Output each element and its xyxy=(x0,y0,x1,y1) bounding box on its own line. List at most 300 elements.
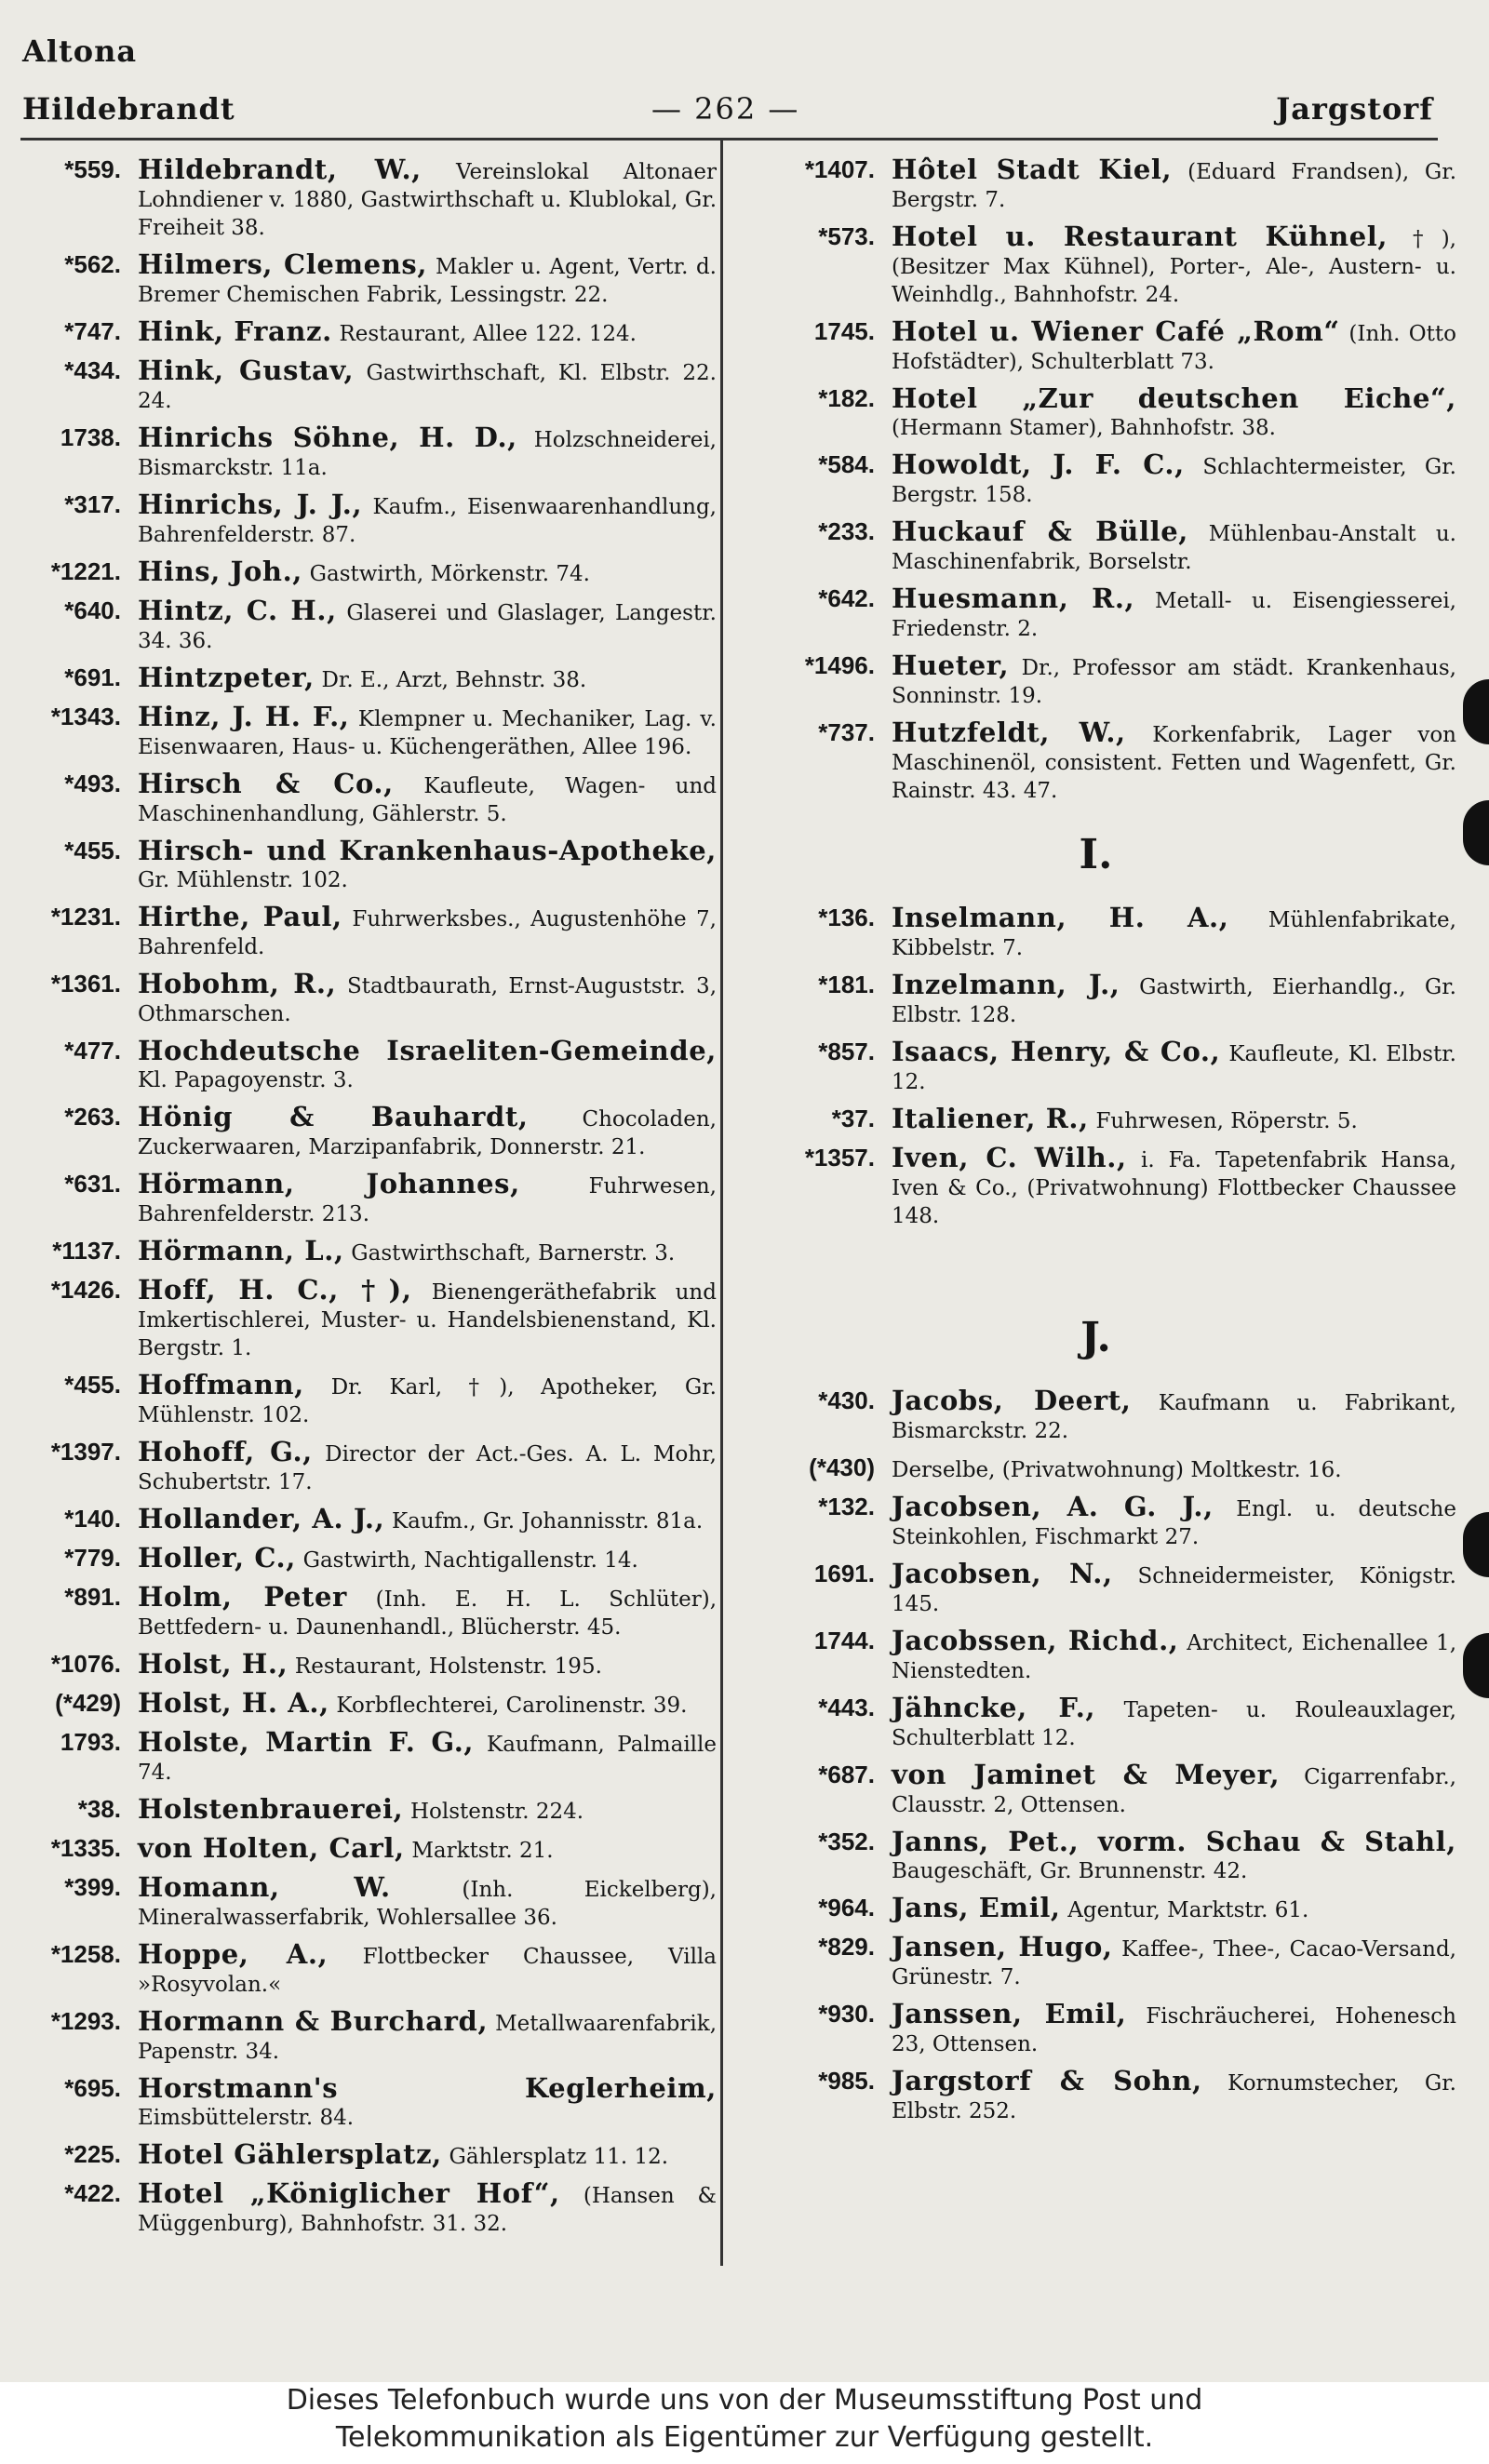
entry-text xyxy=(138,1648,717,1681)
phone-number: *573. xyxy=(818,222,875,250)
directory-entry xyxy=(735,1694,1456,1752)
phone-number: *399. xyxy=(64,1873,121,1901)
phone-number: *857. xyxy=(818,1038,875,1065)
entry-name: Holler, C., xyxy=(138,1542,296,1573)
phone-number: *1397. xyxy=(50,1438,121,1466)
entry-text xyxy=(138,1369,717,1429)
directory-entry xyxy=(735,1105,1456,1135)
entry-text xyxy=(138,357,717,415)
directory-entry xyxy=(19,770,717,828)
entry-text xyxy=(892,649,1456,710)
entry-details: Metallwaarenfabrik, Papenstr. 34. xyxy=(138,2012,717,2064)
binding-hole-mark xyxy=(1463,679,1489,744)
column-divider xyxy=(720,140,723,2266)
entry-name: Hobohm, R., xyxy=(138,968,337,999)
entry-details: Mühlenfabrikate, Kibbelstr. 7. xyxy=(892,908,1456,960)
entry-name: Hirthe, Paul, xyxy=(138,901,342,932)
entry-text xyxy=(892,156,1456,214)
entry-details: Baugeschäft, Gr. Brunnenstr. 42. xyxy=(892,1859,1248,1883)
entry-text xyxy=(138,1687,717,1720)
entry-name: Horstmann's Keglerheim, xyxy=(138,2072,717,2104)
entry-name: Hochdeutsche Israeliten-Gemeinde, xyxy=(138,1035,717,1066)
entry-text xyxy=(138,1726,717,1787)
entry-details: Korbflechterei, Carolinenstr. 39. xyxy=(336,1694,688,1718)
entry-details: Flottbecker Chaussee, Villa »Rosyvolan.« xyxy=(138,1945,717,1997)
entry-name: Huesmann, R., xyxy=(892,583,1135,614)
entry-text xyxy=(892,1761,1456,1819)
directory-entry xyxy=(19,2072,717,2132)
directory-entry xyxy=(735,1627,1456,1685)
entry-name: Hinrichs, J. J., xyxy=(138,489,363,520)
directory-entry xyxy=(19,1871,717,1932)
entry-text xyxy=(138,1832,717,1865)
running-head-left: Hildebrandt xyxy=(22,91,235,127)
phone-number: *631. xyxy=(64,1170,121,1198)
phone-number: 1691. xyxy=(813,1560,875,1587)
phone-number: *737. xyxy=(818,718,875,746)
entry-details: Vereinslokal Altonaer Lohndiener v. 1880, Gastwirthschaft u. Klublokal, Gr. Freiheit 38. xyxy=(138,160,717,240)
directory-entry xyxy=(19,1035,717,1094)
phone-number: 1738. xyxy=(60,423,121,451)
directory-entry xyxy=(735,649,1456,710)
phone-number: *37. xyxy=(831,1105,875,1132)
entry-details: i. Fa. Tapetenfabrik Hansa, Iven & Co., (Privatwohnung) Flottbecker Chaussee 148. xyxy=(892,1148,1456,1228)
entry-text xyxy=(138,770,717,828)
entry-name: Janssen, Emil, xyxy=(892,1998,1127,2029)
phone-number: *181. xyxy=(818,971,875,998)
directory-entry xyxy=(735,2065,1456,2125)
phone-number: *691. xyxy=(64,663,121,691)
directory-entry xyxy=(735,904,1456,962)
entry-name: Hinrichs Söhne, H. D., xyxy=(138,422,517,453)
entry-text xyxy=(892,971,1456,1029)
phone-number: *317. xyxy=(64,490,121,518)
entry-details: Agentur, Marktstr. 61. xyxy=(1067,1898,1309,1922)
entry-text xyxy=(138,1035,717,1094)
entry-name: Hörmann, Johannes, xyxy=(138,1168,520,1199)
entry-text xyxy=(892,1828,1456,1885)
entry-details: Fuhrwerksbes., Augustenhöhe 7, Bahrenfeld. xyxy=(138,907,717,959)
directory-entry xyxy=(19,1101,717,1161)
directory-entry xyxy=(735,1454,1456,1484)
entry-text xyxy=(138,491,717,549)
directory-entry xyxy=(19,1726,717,1787)
entry-name: Hoppe, A., xyxy=(138,1938,329,1970)
entry-details: Gählersplatz 11. 12. xyxy=(449,2145,669,2169)
phone-number: *38. xyxy=(77,1795,121,1823)
phone-number: *695. xyxy=(64,2074,121,2102)
entry-details: Schneidermeister, Königstr. 145. xyxy=(892,1564,1456,1616)
entry-details: Kaffee-, Thee-, Cacao-Versand, Grünestr. 7. xyxy=(892,1937,1456,1989)
entry-text xyxy=(892,2065,1456,2125)
entry-details: Gr. Mühlenstr. 102. xyxy=(138,868,348,892)
phone-number: *640. xyxy=(64,596,121,624)
entry-details: Fischräucherei, Hohenesch 23, Ottensen. xyxy=(892,2004,1456,2056)
entry-name: von Holten, Carl, xyxy=(138,1832,405,1864)
header-rule xyxy=(20,138,1438,141)
right-column xyxy=(735,156,1456,2135)
entry-details: Mühlenbau-Anstalt u. Maschinenfabrik, Borselstr. xyxy=(892,522,1456,574)
entry-details: Korkenfabrik, Lager von Maschinenöl, consistent. Fetten und Wagenfett, Gr. Rainstr. 43. 47. xyxy=(892,723,1456,803)
entry-text xyxy=(892,1493,1456,1551)
phone-number: *263. xyxy=(64,1103,121,1131)
directory-entry xyxy=(19,1235,717,1267)
phone-number: *132. xyxy=(818,1493,875,1520)
entry-text xyxy=(892,585,1456,643)
phone-number: (*430) xyxy=(809,1453,875,1481)
phone-number: *1221. xyxy=(50,557,121,585)
entry-name: Hotel Gählersplatz, xyxy=(138,2138,442,2170)
entry-name: Hohoff, G., xyxy=(138,1436,313,1467)
directory-entry xyxy=(19,1687,717,1720)
entry-text xyxy=(138,1274,717,1362)
entry-text xyxy=(892,518,1456,576)
entry-text xyxy=(892,1105,1456,1135)
directory-entry xyxy=(19,968,718,1028)
binding-hole-mark xyxy=(1463,1633,1489,1698)
entry-name: Hink, Gustav, xyxy=(138,355,355,386)
phone-number: *1426. xyxy=(50,1276,121,1304)
directory-entry xyxy=(19,664,717,694)
entry-text xyxy=(892,1560,1456,1618)
phone-number: *747. xyxy=(64,317,121,345)
directory-entry xyxy=(735,716,1456,805)
entry-text xyxy=(138,156,717,242)
phone-number: *434. xyxy=(64,356,121,384)
directory-entry xyxy=(19,558,717,588)
directory-entry xyxy=(19,2177,717,2238)
footer-line-2: Telekommunikation als Eigentümer zur Verfügung gestellt. xyxy=(335,2421,1154,2454)
directory-entry xyxy=(19,1274,717,1362)
entry-text xyxy=(138,1938,717,1999)
entry-details: Engl. u. deutsche Steinkohlen, Fischmarkt 27. xyxy=(892,1497,1456,1549)
entry-text xyxy=(138,664,717,694)
entry-details: Kaufm., Gr. Johannisstr. 81a. xyxy=(391,1509,704,1533)
entry-name: Holm, Peter xyxy=(138,1581,347,1613)
phone-number: *562. xyxy=(64,250,121,278)
phone-number: *687. xyxy=(818,1761,875,1788)
entry-text xyxy=(138,2005,717,2066)
entry-name: Isaacs, Henry, & Co., xyxy=(892,1036,1221,1067)
entry-name: Jacobsen, N., xyxy=(892,1558,1113,1589)
directory-entry xyxy=(735,1493,1456,1551)
directory-entry xyxy=(735,518,1456,576)
entry-text xyxy=(892,1454,1456,1484)
directory-entry xyxy=(19,1832,717,1865)
entry-details: Schlachtermeister, Gr. Bergstr. 158. xyxy=(892,455,1456,507)
running-head-right: Jargstorf xyxy=(1276,91,1433,127)
phone-number: *1137. xyxy=(52,1237,121,1265)
phone-number: *140. xyxy=(64,1505,121,1533)
phone-number: 1745. xyxy=(813,317,875,345)
entry-name: Holstenbrauerei, xyxy=(138,1793,404,1825)
phone-number: *584. xyxy=(818,450,875,478)
directory-entry xyxy=(735,1828,1456,1885)
directory-entry xyxy=(735,451,1456,509)
entry-text xyxy=(138,2177,717,2238)
entry-details: (Hermann Stamer), Bahnhofstr. 38. xyxy=(892,416,1276,440)
entry-text xyxy=(892,1038,1456,1096)
directory-entry xyxy=(19,901,717,961)
entry-text xyxy=(138,248,717,309)
entry-details: Gastwirth, Eierhandlg., Gr. Elbstr. 128. xyxy=(892,975,1456,1027)
binding-hole-mark xyxy=(1463,800,1489,865)
entry-name: Inselmann, H. A., xyxy=(892,902,1229,933)
entry-details: Eimsbüttelerstr. 84. xyxy=(138,2106,355,2130)
phone-number: *1076. xyxy=(50,1650,121,1678)
directory-entry xyxy=(19,1369,717,1429)
phone-number: *430. xyxy=(818,1386,875,1414)
binding-hole-mark xyxy=(1463,1512,1489,1577)
phone-number: *493. xyxy=(64,770,121,797)
entry-details: Cigarrenfabr., Clausstr. 2, Ottensen. xyxy=(892,1765,1456,1817)
directory-entry xyxy=(735,156,1456,214)
phone-number: (*429) xyxy=(55,1689,121,1717)
entry-text xyxy=(892,1142,1456,1230)
entry-text xyxy=(138,1871,717,1932)
entry-details: Architect, Eichenallee 1, Nienstedten. xyxy=(892,1631,1456,1683)
directory-entry xyxy=(19,248,717,309)
entry-text xyxy=(892,904,1456,962)
directory-entry xyxy=(735,1387,1456,1445)
entry-name: Howoldt, J. F. C., xyxy=(892,449,1185,480)
entry-name: Jacobs, Deert, xyxy=(892,1385,1132,1416)
directory-entry xyxy=(19,1581,717,1641)
entry-details: Kl. Papagoyenstr. 3. xyxy=(138,1068,354,1092)
entry-text xyxy=(138,1235,717,1267)
phone-number: *891. xyxy=(64,1583,121,1611)
section-letter: I. xyxy=(1079,831,1113,878)
entry-details: Dr. E., Arzt, Behnstr. 38. xyxy=(321,668,587,692)
entry-name: Hörmann, L., xyxy=(138,1235,344,1266)
phone-number: *422. xyxy=(64,2179,121,2207)
directory-entry xyxy=(19,1648,717,1681)
phone-number: *1357. xyxy=(804,1144,875,1172)
entry-details: Metall- u. Eisengiesserei, Friedenstr. 2. xyxy=(892,589,1456,641)
directory-entry xyxy=(735,1931,1456,1991)
entry-name: Hilmers, Clemens, xyxy=(138,248,428,280)
phone-number: *1407. xyxy=(804,155,875,183)
phone-number: *1293. xyxy=(50,2007,121,2035)
entry-name: Hink, Franz. xyxy=(138,315,332,347)
entry-text xyxy=(138,1793,717,1826)
directory-entry xyxy=(19,2138,717,2171)
directory-entry xyxy=(735,585,1456,643)
entry-name: Homann, W. xyxy=(138,1871,391,1903)
phone-number: *964. xyxy=(818,1894,875,1922)
directory-entry xyxy=(19,597,717,655)
directory-entry xyxy=(19,315,717,348)
directory-entry xyxy=(19,491,717,549)
directory-entry xyxy=(19,1938,717,1999)
phone-number: *779. xyxy=(64,1544,121,1572)
page-number: — 262 — xyxy=(651,91,800,127)
entry-details: (Hansen & Müggenburg), Bahnhofstr. 31. 32. xyxy=(138,2184,717,2236)
entry-name: Jacobsen, A. G. J., xyxy=(892,1491,1214,1522)
entry-details: Marktstr. 21. xyxy=(411,1839,554,1863)
entry-text xyxy=(138,558,717,588)
place-heading: Altona xyxy=(22,33,138,69)
entry-name: Huckauf & Bülle, xyxy=(892,516,1188,547)
entry-name: Hirsch & Co., xyxy=(138,768,394,799)
directory-entry xyxy=(19,1436,717,1496)
entry-name: von Jaminet & Meyer, xyxy=(892,1759,1281,1790)
directory-entry xyxy=(735,1142,1456,1230)
entry-details: Restaurant, Allee 122. 124. xyxy=(339,322,637,346)
entry-name: Holst, H., xyxy=(138,1648,288,1680)
entry-name: Jans, Emil, xyxy=(892,1892,1061,1923)
phone-number: *559. xyxy=(64,155,121,183)
entry-details: Kaufm., Eisenwaarenhandlung, Bahrenfelderstr. 87. xyxy=(138,495,717,547)
entry-details: Tapeten- u. Rouleauxlager, Schulterblatt 12. xyxy=(892,1698,1456,1750)
phone-number: *1343. xyxy=(50,703,121,730)
directory-entry xyxy=(19,703,717,761)
entry-name: Hintz, C. H., xyxy=(138,595,337,626)
entry-text xyxy=(138,1542,717,1574)
entry-details: Gastwirth, Mörkenstr. 74. xyxy=(309,562,590,586)
phone-number: *225. xyxy=(64,2140,121,2168)
entry-name: Hôtel Stadt Kiel, xyxy=(892,154,1173,185)
entry-details: Director der Act.-Ges. A. L. Mohr, Schubertstr. 17. xyxy=(138,1442,717,1494)
phone-number: *455. xyxy=(64,837,121,864)
phone-number: *930. xyxy=(818,2000,875,2028)
entry-text xyxy=(892,1998,1456,2058)
entry-text xyxy=(138,1581,717,1641)
footer-notice xyxy=(0,2382,1489,2464)
directory-entry xyxy=(735,315,1456,376)
entry-text xyxy=(138,1503,717,1535)
entry-text xyxy=(138,2072,717,2132)
entry-name: Hirsch- und Krankenhaus-Apotheke, xyxy=(138,835,717,866)
entry-details: (Eduard Frandsen), Gr. Bergstr. 7. xyxy=(892,160,1457,212)
directory-entry xyxy=(735,1761,1456,1819)
entry-text xyxy=(892,1694,1456,1752)
entry-name: Hoffmann, xyxy=(138,1369,304,1400)
footer-line-1: Dieses Telefonbuch wurde uns von der Museumsstiftung Post und xyxy=(286,2384,1203,2417)
entry-details: †), (Besitzer Max Kühnel), Porter-, Ale-, Austern- u. Weinhdlg., Bahnhofstr. 24. xyxy=(892,227,1456,307)
section-letter: J. xyxy=(1080,1314,1111,1361)
phone-number: *352. xyxy=(818,1828,875,1855)
entry-details: Kornumstecher, Gr. Elbstr. 252. xyxy=(892,2071,1456,2123)
phone-number: *1496. xyxy=(804,651,875,679)
entry-text xyxy=(892,1387,1456,1445)
entry-details: Kaufmann, Palmaille 74. xyxy=(138,1733,717,1785)
entry-text xyxy=(892,382,1456,442)
entry-name: Hildebrandt, W., xyxy=(138,154,422,185)
directory-entry xyxy=(735,971,1456,1029)
entry-details: Derselbe, (Privatwohnung) Moltkestr. 16. xyxy=(892,1458,1342,1482)
entry-text xyxy=(892,1931,1456,1991)
entry-details: Dr., Professor am städt. Krankenhaus, Sonninstr. 19. xyxy=(892,656,1456,708)
entry-text xyxy=(892,223,1456,309)
phone-number: *477. xyxy=(64,1037,121,1065)
phone-number: *182. xyxy=(818,384,875,412)
entry-text xyxy=(138,1168,717,1228)
entry-name: Inzelmann, J., xyxy=(892,969,1120,1000)
entry-text xyxy=(892,1627,1456,1685)
entry-text xyxy=(138,1101,717,1161)
entry-text xyxy=(138,424,717,482)
entry-name: Hueter, xyxy=(892,649,1010,681)
directory-entry xyxy=(19,1542,717,1574)
entry-details: Fuhrwesen, Bahrenfelderstr. 213. xyxy=(138,1174,717,1226)
phone-number: *455. xyxy=(64,1371,121,1399)
directory-entry xyxy=(19,1793,717,1826)
phone-number: *1258. xyxy=(50,1940,121,1968)
entry-name: Hintzpeter, xyxy=(138,662,315,693)
entry-name: Hormann & Burchard, xyxy=(138,2005,489,2037)
entry-text xyxy=(138,703,717,761)
entry-name: Holste, Martin F. G., xyxy=(138,1726,475,1758)
directory-entry xyxy=(735,223,1456,309)
entry-text xyxy=(138,968,718,1028)
entry-details: Gastwirthschaft, Barnerstr. 3. xyxy=(351,1241,676,1265)
phone-number: *1361. xyxy=(50,970,121,998)
phone-number: *233. xyxy=(818,517,875,545)
entry-details: Restaurant, Holstenstr. 195. xyxy=(294,1654,602,1679)
left-column xyxy=(19,156,717,2247)
phone-number: *136. xyxy=(818,904,875,931)
entry-details: Kaufleute, Kl. Elbstr. 12. xyxy=(892,1042,1456,1094)
entry-details: Gastwirthschaft, Kl. Elbstr. 22. 24. xyxy=(138,361,717,413)
entry-details: Glaserei und Glaslager, Langestr. 34. 36. xyxy=(138,601,717,653)
entry-name: Holst, H. A., xyxy=(138,1687,329,1719)
directory-entry xyxy=(19,424,717,482)
entry-name: Jargstorf & Sohn, xyxy=(892,2065,1202,2096)
entry-name: Hönig & Bauhardt, xyxy=(138,1101,529,1132)
entry-details: Gastwirth, Nachtigallenstr. 14. xyxy=(302,1548,638,1573)
entry-details: Holstenstr. 224. xyxy=(409,1800,584,1824)
entry-details: Makler u. Agent, Vertr. d. Bremer Chemischen Fabrik, Lessingstr. 22. xyxy=(138,255,717,307)
phone-number: *443. xyxy=(818,1694,875,1721)
entry-text xyxy=(138,2138,717,2171)
phone-number: *829. xyxy=(818,1933,875,1961)
entry-name: Hotel „Zur deutschen Eiche“, xyxy=(892,382,1456,414)
entry-name: Hutzfeldt, W., xyxy=(892,716,1126,748)
directory-entry xyxy=(735,1560,1456,1618)
entry-text xyxy=(138,837,717,894)
entry-text xyxy=(138,901,717,961)
phone-number: 1793. xyxy=(60,1728,121,1756)
directory-entry xyxy=(19,2005,717,2066)
entry-name: Hins, Joh., xyxy=(138,556,302,587)
directory-entry xyxy=(735,1998,1456,2058)
entry-name: Iven, C. Wilh., xyxy=(892,1142,1127,1173)
entry-text xyxy=(138,1436,717,1496)
entry-details: Fuhrwesen, Röperstr. 5. xyxy=(1095,1109,1358,1133)
entry-details: Klempner u. Mechaniker, Lag. v. Eisenwaaren, Haus- u. Küchengeräthen, Allee 196. xyxy=(138,707,717,759)
entry-details: (Inh. Eickelberg), Mineralwasserfabrik, Wohlersallee 36. xyxy=(138,1878,717,1930)
entry-name: Hotel u. Restaurant Kühnel, xyxy=(892,221,1388,252)
entry-text xyxy=(892,315,1456,376)
entry-text xyxy=(892,451,1456,509)
phone-number: *1231. xyxy=(50,903,121,931)
phone-number: *642. xyxy=(818,584,875,612)
entry-text xyxy=(138,597,717,655)
directory-entry xyxy=(19,357,717,415)
entry-name: Hotel u. Wiener Café „Rom“ xyxy=(892,315,1340,347)
entry-name: Hoff, H. C., †), xyxy=(138,1274,412,1306)
entry-details: Chocoladen, Zuckerwaaren, Marzipanfabrik, Donnerstr. 21. xyxy=(138,1107,717,1159)
entry-details: Holzschneiderei, Bismarckstr. 11a. xyxy=(138,428,717,480)
entry-details: Stadtbaurath, Ernst-Auguststr. 3, Othmarschen. xyxy=(138,974,718,1026)
entry-name: Jansen, Hugo, xyxy=(892,1931,1113,1962)
directory-entry xyxy=(19,1168,717,1228)
directory-entry xyxy=(19,837,717,894)
entry-name: Italiener, R., xyxy=(892,1103,1089,1134)
phone-number: *985. xyxy=(818,2067,875,2095)
phone-number: *1335. xyxy=(50,1834,121,1862)
